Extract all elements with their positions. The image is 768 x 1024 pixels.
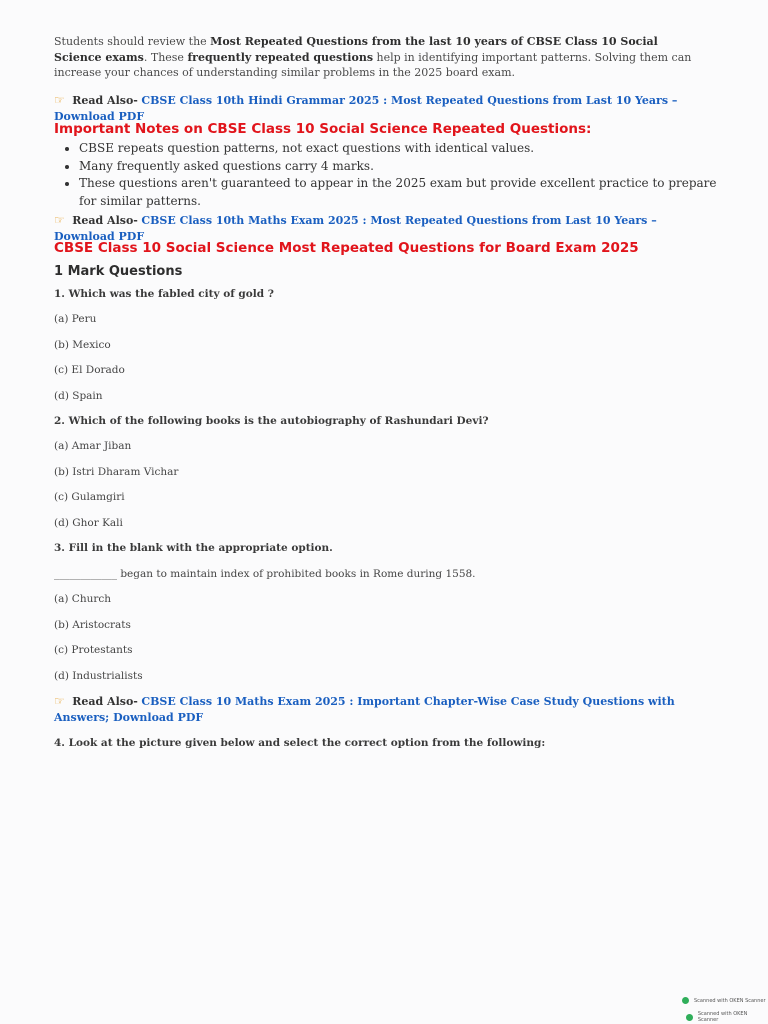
option: (d) Industrialists: [54, 670, 143, 682]
scanner-logo-icon: [682, 997, 689, 1004]
option: (a) Church: [54, 593, 112, 605]
intro-text-3: help in identifying important patterns. Solving them can increase your chances of understanding similar problems in the 2025 board exam.: [54, 50, 692, 79]
option: (b) Aristocrats: [54, 619, 131, 631]
option: (c) Gulamgiri: [54, 491, 125, 503]
option: (d) Ghor Kali: [54, 517, 123, 529]
scanner-text: Scanned with OKEN Scanner: [694, 997, 766, 1004]
notes-list: [54, 140, 719, 210]
read-also-3: [54, 693, 714, 726]
option: (c) El Dorado: [54, 364, 125, 376]
sub-heading: 1 Mark Questions: [54, 264, 183, 279]
question-3: 3. Fill in the blank with the appropriate option.: [54, 542, 333, 554]
intro-paragraph: [54, 34, 694, 81]
option: (a) Peru: [54, 313, 97, 325]
main-heading: CBSE Class 10 Social Science Most Repeated Questions for Board Exam 2025: [54, 240, 639, 256]
option: (b) Istri Dharam Vichar: [54, 466, 179, 478]
read-also-link-maths-exam[interactable]: CBSE Class 10th Maths Exam 2025 : Most Repeated Questions from Last 10 Years – Download PDF: [54, 214, 657, 243]
pointing-hand-icon: ☞: [54, 694, 65, 708]
question-2: 2. Which of the following books is the autobiography of Rashundari Devi?: [54, 415, 489, 427]
scanner-watermark: [682, 997, 766, 1004]
intro-bold-2: frequently repeated questions: [187, 50, 374, 64]
scanner-text: Scanned with OKEN Scanner: [697, 1011, 748, 1023]
pointing-hand-icon: ☞: [54, 213, 65, 227]
question-1: 1. Which was the fabled city of gold ?: [54, 288, 274, 300]
read-also-prefix: Read Also-: [72, 695, 138, 708]
option: (c) Protestants: [54, 644, 133, 656]
scanner-watermark: [686, 1011, 768, 1023]
read-also-link-case-study[interactable]: CBSE Class 10 Maths Exam 2025 : Important Chapter-Wise Case Study Questions with Answers; Download PDF: [54, 695, 675, 724]
read-also-prefix: Read Also-: [72, 214, 138, 227]
intro-text-1: Students should review the: [54, 35, 211, 48]
scanner-logo-icon: [686, 1014, 693, 1021]
option: (b) Mexico: [54, 339, 111, 351]
option: (a) Amar Jiban: [54, 440, 132, 452]
notes-heading: Important Notes on CBSE Class 10 Social Science Repeated Questions:: [54, 121, 592, 137]
notes-item: • Many frequently asked questions carry 4 marks.: [79, 158, 719, 176]
question-4: 4. Look at the picture given below and select the correct option from the following:: [54, 737, 546, 749]
fill-in-blank-line: ____________ began to maintain index of prohibited books in Rome during 1558.: [54, 568, 476, 580]
notes-item: • These questions aren't guaranteed to appear in the 2025 exam but provide excellent practice to prepare for similar patterns.: [79, 175, 719, 210]
intro-text-2: . These: [143, 50, 188, 64]
intro-bold-1: Most Repeated Questions from the last 10 years of CBSE Class 10 Social Science exams: [54, 35, 658, 64]
notes-item: • CBSE repeats question patterns, not exact questions with identical values.: [79, 140, 719, 158]
read-also-prefix: Read Also-: [72, 94, 138, 107]
read-also-link-hindi-grammar[interactable]: CBSE Class 10th Hindi Grammar 2025 : Most Repeated Questions from Last 10 Years – Download PDF: [54, 94, 678, 123]
option: (d) Spain: [54, 390, 103, 402]
pointing-hand-icon: ☞: [54, 93, 65, 107]
